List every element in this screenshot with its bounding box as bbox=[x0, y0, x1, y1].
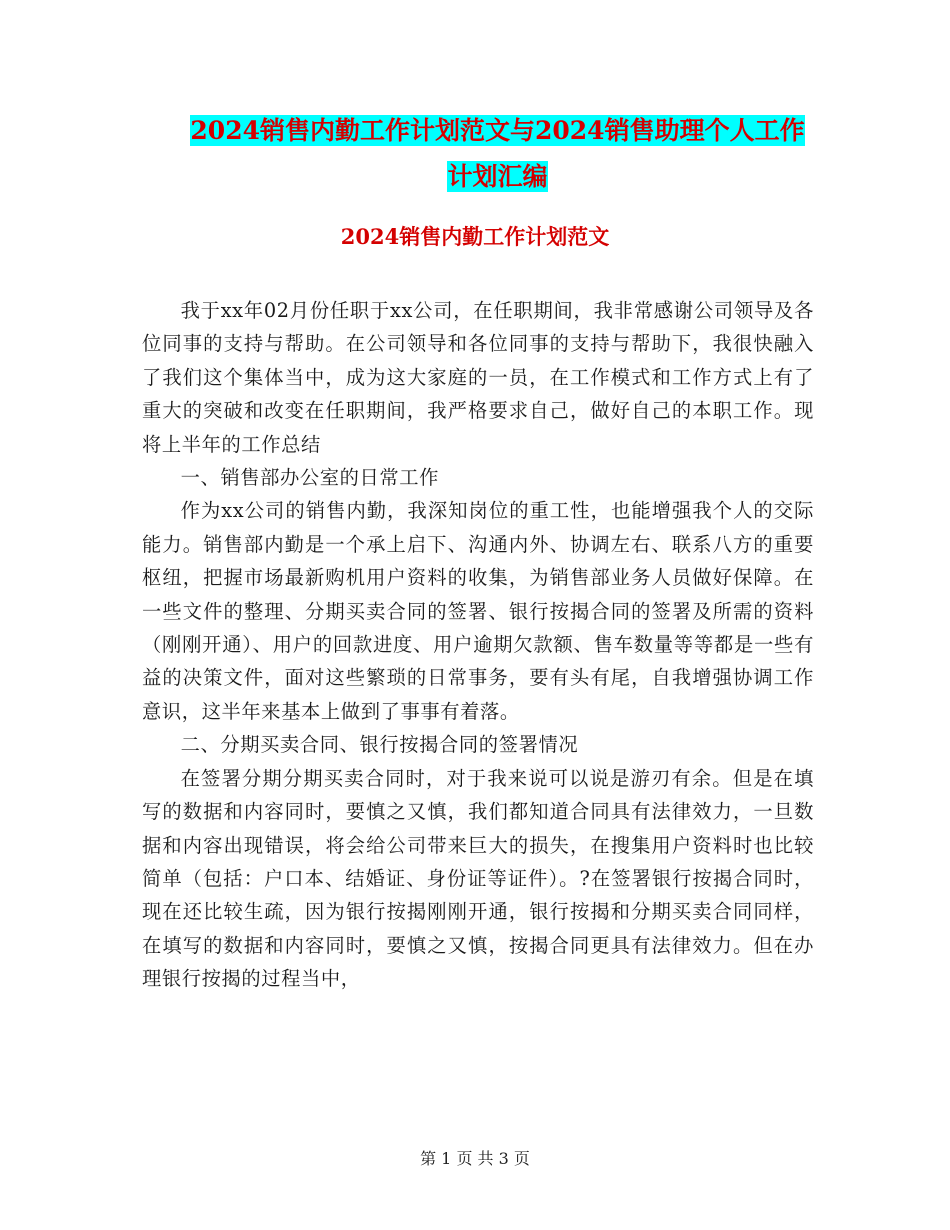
document-main-title bbox=[140, 108, 855, 200]
document-body bbox=[142, 294, 814, 996]
paragraph-intro: 我于xx年02月份任职于xx公司，在任职期间，我非常感谢公司领导及各位同事的支持与帮助。在公司领导和各位同事的支持与帮助下，我很快融入了我们这个集体当中，成为这大家庭的一员，在工作模式和工作方式上有了重大的突破和改变在任职期间，我严格要求自己，做好自己的本职工作。现将上半年的工作总结 bbox=[142, 299, 814, 456]
page-number-footer: 第 1 页 共 3 页 bbox=[420, 1149, 530, 1168]
main-title-line-1: 2024销售内勤工作计划范文与2024销售助理个人工作 bbox=[190, 116, 805, 145]
heading-daily-work: 一、销售部办公室的日常工作 bbox=[180, 466, 440, 490]
main-title-line-2: 计划汇编 bbox=[447, 162, 548, 191]
paragraph-contracts: 在签署分期分期买卖合同时，对于我来说可以说是游刃有余。但是在填写的数据和内容同时，要慎之又慎，我们都知道合同具有法律效力，一旦数据和内容出现错误，将会给公司带来巨大的损失，在搜集用户资料时也比较简单（包括：户口本、结婚证、身份证等证件）。?在签署银行按揭合同时，现在还比较生疏，因为银行按揭刚刚开通，银行按揭和分期买卖合同同样，在填写的数据和内容同时，要慎之又慎，按揭合同更具有法律效力。但在办理银行按揭的过程当中， bbox=[142, 766, 814, 991]
heading-contracts: 二、分期买卖合同、银行按揭合同的签署情况 bbox=[180, 733, 579, 757]
paragraph-daily-work: 作为xx公司的销售内勤，我深知岗位的重工性，也能增强我个人的交际能力。销售部内勤是一个承上启下、沟通内外、协调左右、联系八方的重要枢纽，把握市场最新购机用户资料的收集，为销售部业务人员做好保障。在一些文件的整理、分期买卖合同的签署、银行按揭合同的签署及所需的资料（刚刚开通）、用户的回款进度、用户逾期欠款额、售车数量等等都是一些有益的决策文件，面对这些繁琐的日常事务，要有头有尾，自我增强协调工作意识，这半年来基本上做到了事事有着落。 bbox=[142, 499, 814, 723]
section-title: 2024销售内勤工作计划范文 bbox=[340, 224, 610, 249]
